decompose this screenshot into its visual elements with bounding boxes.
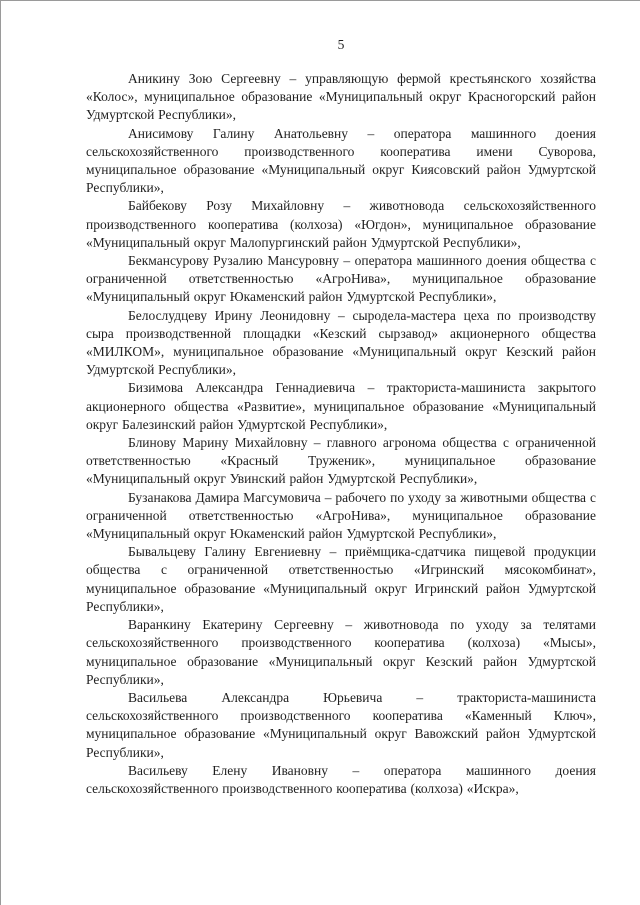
- paragraph: Байбекову Розу Михайловну – животновода сельскохозяйственного производственного кооператива (колхоза) «Югдон», муниципальное образование «Муниципальный округ Малопургинский район Удмуртской Республики»,: [86, 198, 596, 250]
- paragraph: Бузанакова Дамира Магсумовича – рабочего по уходу за животными общества с ограниченной ответственностью «АгроНива», муниципальное образование «Муниципальный округ Юкаменский район Удмуртской Республики»,: [86, 489, 596, 542]
- paragraph: Бекмансурову Рузалию Мансуровну – оператора машинного доения общества с ограниченной ответственностью «АгроНива», муниципальное образование «Муниципальный округ Юкаменский район Удмуртской Республики»,: [86, 253, 596, 305]
- paragraph: Блинову Марину Михайловну – главного агронома общества с ограниченной ответственностью «Красный Труженик», муниципальное образование «Муниципальный округ Увинский район Удмуртской Республики»,: [86, 435, 596, 487]
- page-number: 5: [337, 37, 345, 52]
- paragraph: Варанкину Екатерину Сергеевну – животновода по уходу за телятами сельскохозяйственного производственного кооператива (колхоза) «Мысы», муниципальное образование «Муниципальный округ Кезский район Удмуртской Республики»,: [86, 617, 596, 687]
- paragraph: Аникину Зою Сергеевну – управляющую фермой крестьянского хозяйства «Колос», муниципальное образование «Муниципальный округ Красногорский район Удмуртской Республики»,: [86, 71, 596, 123]
- paragraph: Васильеву Елену Ивановну – оператора машинного доения сельскохозяйственного производственного кооператива (колхоза) «Искра»,: [86, 762, 596, 796]
- paragraph: Бывальцеву Галину Евгениевну – приёмщика-сдатчика пищевой продукции общества с ограниченной ответственностью «Игринский мясокомбинат», муниципальное образование «Муниципальный округ Игринский район Удмуртской Республики»,: [86, 544, 596, 614]
- paragraph: Бизимова Александра Геннадиевича – тракториста-машиниста закрытого акционерного общества «Развитие», муниципальное образование «Муниципальный округ Балезинский район Удмуртской Республики»,: [86, 380, 596, 432]
- paragraph: Анисимову Галину Анатольевну – оператора машинного доения сельскохозяйственного производственного кооператива имени Суворова, муниципальное образование «Муниципальный округ Киясовский район Удмуртской Республики»,: [86, 125, 596, 196]
- document-body: [86, 70, 596, 798]
- paragraph: Васильева Александра Юрьевича – тракториста-машиниста сельскохозяйственного производственного кооператива «Каменный Ключ», муниципальное образование «Муниципальный округ Вавожский район Удмуртской Республики»,: [86, 689, 596, 760]
- paragraph: Белослудцеву Ирину Леонидовну – сыродела-мастера цеха по производству сыра производственной площадки «Кезский сырзавод» акционерного общества «МИЛКОМ», муниципальное образование «Муниципальный округ Кезский район Удмуртской Республики»,: [86, 307, 596, 378]
